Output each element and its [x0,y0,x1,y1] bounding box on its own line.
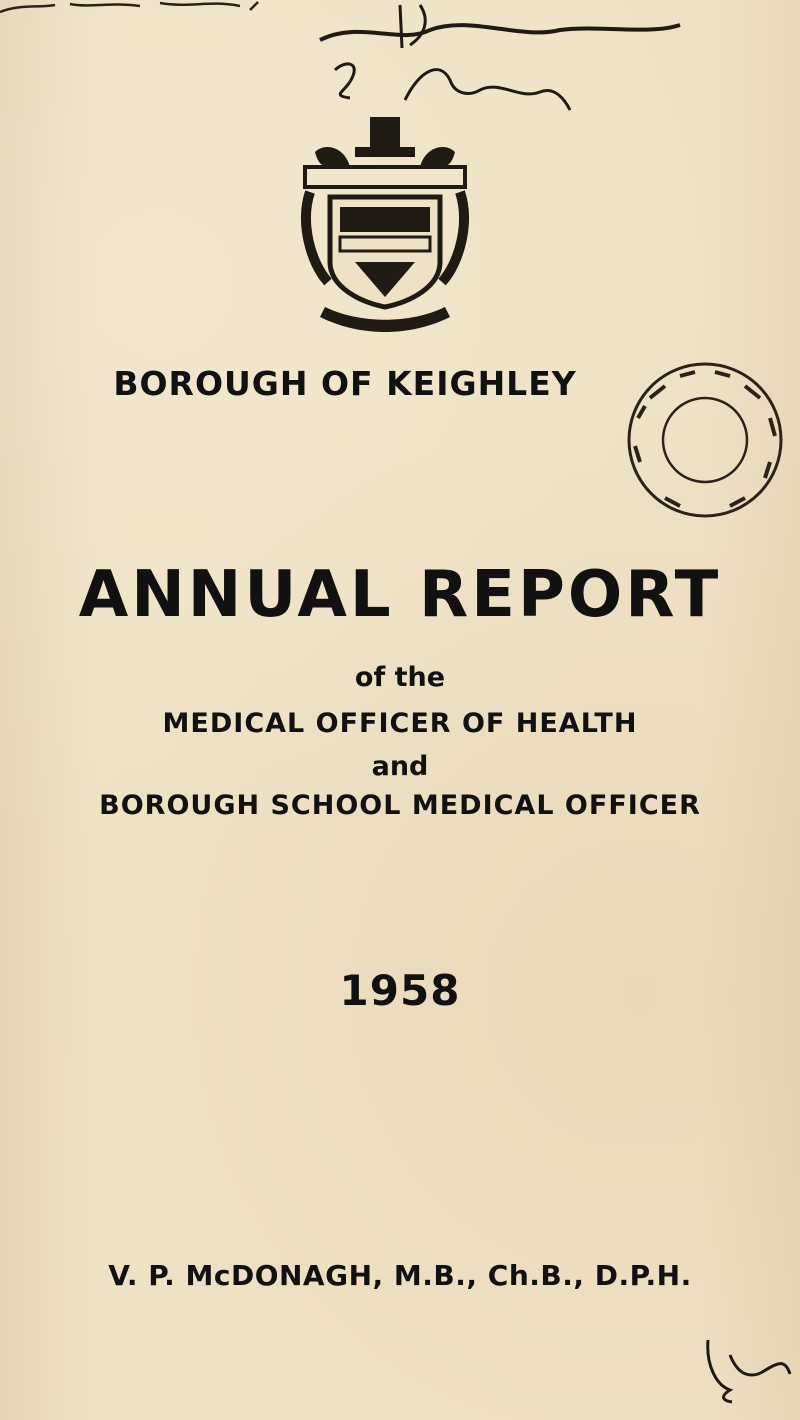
report-year: 1958 [339,966,461,1015]
subtitle-and: and [371,751,429,782]
subtitle-school-medical-officer: BOROUGH SCHOOL MEDICAL OFFICER [99,790,701,821]
report-author: V. P. McDONAGH, M.B., Ch.B., D.P.H. [108,1259,692,1292]
subtitle-medical-officer: MEDICAL OFFICER OF HEALTH [162,708,638,739]
subtitle-of-the: of the [354,662,446,693]
handwritten-mark [700,1330,795,1410]
borough-title: BOROUGH OF KEIGHLEY [113,364,577,403]
report-title: ANNUAL REPORT [78,558,722,632]
borough-crest-logo [300,112,470,342]
library-stamp [620,358,790,523]
